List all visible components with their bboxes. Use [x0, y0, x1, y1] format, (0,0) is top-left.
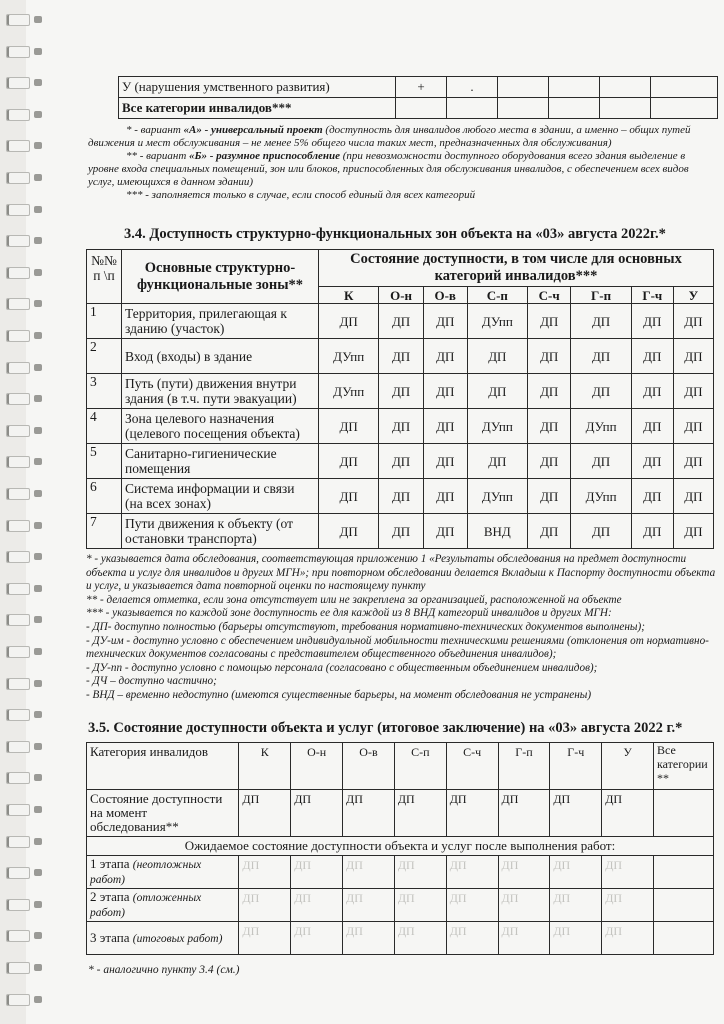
- stage-value: ДП: [291, 856, 343, 889]
- binder-ring: [6, 804, 30, 816]
- table-row: [87, 374, 714, 409]
- note-du-pp: - ДУ-пп - доступно условно с помощью персонала (согласовано с общественным объединением инвалидов);: [86, 661, 598, 674]
- stage-value: ДП: [239, 856, 291, 889]
- stage-value: ДП: [498, 922, 550, 955]
- punch-hole: [34, 964, 42, 971]
- empty-cell: [498, 77, 549, 98]
- punch-hole: [34, 427, 42, 434]
- accessibility-value: ДП: [423, 409, 467, 444]
- stage-value: ДП: [602, 889, 654, 922]
- zones-accessibility-table: [86, 249, 714, 549]
- punch-hole: [34, 648, 42, 655]
- note-variant-b: [88, 150, 713, 189]
- accessibility-value: ДП: [528, 374, 571, 409]
- stage-value: ДП: [291, 889, 343, 922]
- accessibility-value: ДУпп: [319, 374, 379, 409]
- row-number: 6: [87, 479, 122, 514]
- binder-ring: [6, 140, 30, 152]
- row-mark-2: .: [447, 77, 498, 98]
- state-value: ДП: [291, 790, 343, 837]
- accessibility-value: ДП: [631, 374, 673, 409]
- binder-ring: [6, 235, 30, 247]
- note-prefix: *** -: [126, 189, 152, 201]
- category-header: Г-п: [571, 287, 631, 304]
- accessibility-value: ДП: [423, 444, 467, 479]
- zone-name: Зона целевого назначения (целевого посещения объекта): [122, 409, 319, 444]
- note-bold: «Б» - разумное приспособление: [189, 150, 340, 162]
- accessibility-value: ДП: [528, 514, 571, 549]
- accessibility-value: ДП: [379, 514, 423, 549]
- section-3-4-title: 3.4. Доступность структурно-функциональных зон объекта на «03» августа 2022г.*: [124, 226, 666, 242]
- empty-cell: [549, 77, 600, 98]
- note-zone-missing: ** - делается отметка, если зона отсутствует или не закреплена за организацией, расположенной на объекте: [86, 593, 622, 606]
- binder-ring: [6, 298, 30, 310]
- accessibility-value: ДП: [571, 514, 631, 549]
- zone-name: Санитарно-гигиенические помещения: [122, 444, 319, 479]
- punch-hole: [34, 522, 42, 529]
- state-value: ДП: [394, 790, 446, 837]
- punch-hole: [34, 490, 42, 497]
- state-value: ДП: [343, 790, 395, 837]
- note-prefix: ** - вариант: [126, 150, 190, 162]
- accessibility-value: ДП: [379, 479, 423, 514]
- accessibility-value: ДП: [571, 444, 631, 479]
- accessibility-value: ДП: [571, 339, 631, 374]
- category-header: У: [602, 743, 654, 790]
- accessibility-value: ДП: [571, 374, 631, 409]
- binder-ring: [6, 520, 30, 532]
- accessibility-value: ДП: [528, 444, 571, 479]
- punch-hole: [34, 206, 42, 213]
- punch-hole: [34, 711, 42, 718]
- accessibility-value: ДП: [673, 514, 713, 549]
- stage-label: [87, 856, 239, 889]
- state-value: ДП: [498, 790, 550, 837]
- notes-mid: [86, 553, 718, 703]
- stage-kind: (неотложных работ): [90, 859, 202, 886]
- accessibility-value: ДУпп: [571, 409, 631, 444]
- accessibility-value: ДП: [319, 409, 379, 444]
- binder-ring: [6, 772, 30, 784]
- row-number: 1: [87, 304, 122, 339]
- accessibility-value: ДУпп: [319, 339, 379, 374]
- table-row: [87, 409, 714, 444]
- accessibility-value: ДП: [319, 444, 379, 479]
- header-all-categories: Все категории **: [654, 743, 714, 790]
- binder-ring: [6, 267, 30, 279]
- empty-cell: [600, 98, 651, 119]
- stage-kind: (отложенных работ): [90, 892, 202, 919]
- punch-hole: [34, 237, 42, 244]
- row-number: 2: [87, 339, 122, 374]
- stage-value: ДП: [394, 889, 446, 922]
- row-mark: +: [396, 77, 447, 98]
- accessibility-value: ДУпп: [467, 479, 527, 514]
- category-header: С-п: [467, 287, 527, 304]
- expected-row: [87, 837, 714, 856]
- stage-value: ДП: [550, 922, 602, 955]
- empty-cell: [447, 98, 498, 119]
- section-3-5-title: 3.5. Состояние доступности объекта и услуг (итоговое заключение) на «03» августа 2022 г.*: [88, 720, 683, 736]
- empty-cell: [396, 98, 447, 119]
- note-vnd: - ВНД – временно недоступно (имеются существенные барьеры, на момент обследования не устранены): [86, 688, 592, 701]
- accessibility-value: ДП: [467, 339, 527, 374]
- state-value: ДП: [602, 790, 654, 837]
- binder-ring: [6, 393, 30, 405]
- accessibility-value: ДП: [631, 339, 673, 374]
- stage-value: ДП: [343, 922, 395, 955]
- punch-hole: [34, 395, 42, 402]
- category-header: К: [239, 743, 291, 790]
- row-label: Все категории инвалидов***: [119, 98, 396, 119]
- punch-hole: [34, 48, 42, 55]
- stage-value: ДП: [446, 889, 498, 922]
- zone-name: Вход (входы) в здание: [122, 339, 319, 374]
- accessibility-value: ДП: [528, 479, 571, 514]
- state-label: Состояние доступности на момент обследования**: [87, 790, 239, 837]
- stage-kind: (итоговых работ): [132, 932, 223, 945]
- note-text: заполняется только в случае, если способ единый для всех категорий: [151, 189, 476, 201]
- stage-value: ДП: [291, 922, 343, 955]
- notes-top: [88, 124, 713, 202]
- table-row: [87, 304, 714, 339]
- accessibility-value: ДП: [423, 374, 467, 409]
- accessibility-value: ДП: [673, 444, 713, 479]
- categories-table-fragment: [118, 76, 718, 119]
- state-value: ДП: [239, 790, 291, 837]
- accessibility-value: ДП: [631, 479, 673, 514]
- accessibility-value: ДП: [673, 409, 713, 444]
- expected-label: Ожидаемое состояние доступности объекта и услуг после выполнения работ:: [87, 837, 714, 856]
- category-header: Г-п: [498, 743, 550, 790]
- final-accessibility-table: [86, 742, 714, 955]
- punch-hole: [34, 142, 42, 149]
- binder-ring: [6, 614, 30, 626]
- binder-ring: [6, 962, 30, 974]
- accessibility-value: ДУпп: [571, 479, 631, 514]
- punch-hole: [34, 901, 42, 908]
- stage-value: ДП: [550, 889, 602, 922]
- note-date: * - указывается дата обследования, соответствующая приложению 1 «Результаты обследования на предмет доступности объекта и услуг для инвалидов и других МГН»; при повторном обследовании делается Вкладыш к Паспорту доступности объекта и услуг, и указывается дата повторной оценки по настоящему пункту: [86, 553, 716, 593]
- punch-hole: [34, 174, 42, 181]
- binder-ring: [6, 46, 30, 58]
- note-per-zone: *** - указывается по каждой зоне доступность ее для каждой из 8 ВНД категорий инвалидов и других МГН:: [86, 607, 612, 620]
- punch-hole: [34, 869, 42, 876]
- document-page: [26, 0, 724, 1024]
- accessibility-value: ДП: [673, 304, 713, 339]
- accessibility-value: ДП: [379, 304, 423, 339]
- category-header: О-в: [423, 287, 467, 304]
- accessibility-value: ДП: [528, 339, 571, 374]
- accessibility-value: ДП: [319, 514, 379, 549]
- binder-ring: [6, 678, 30, 690]
- binder-ring: [6, 867, 30, 879]
- zone-name: Путь (пути) движения внутри здания (в т.ч. пути эвакуации): [122, 374, 319, 409]
- punch-hole: [34, 364, 42, 371]
- accessibility-value: ДП: [631, 304, 673, 339]
- binder-ring: [6, 836, 30, 848]
- row-number: 4: [87, 409, 122, 444]
- note-du-im: - ДУ-им - доступно условно с обеспечением индивидуальной мобильности техническими решениями (отклонения от нормативно-технических документов согласованы с представителем общественного объединения инвалидов);: [86, 634, 709, 661]
- accessibility-value: ДП: [631, 409, 673, 444]
- punch-hole: [34, 838, 42, 845]
- binder-ring: [6, 14, 30, 26]
- state-row: [87, 790, 714, 837]
- stage-value: ДП: [550, 856, 602, 889]
- empty-cell: [654, 889, 714, 922]
- accessibility-value: ДП: [467, 374, 527, 409]
- stage-name: 2 этапа: [90, 889, 130, 904]
- category-header: К: [319, 287, 379, 304]
- punch-hole: [34, 932, 42, 939]
- zone-name: Территория, прилегающая к зданию (участок): [122, 304, 319, 339]
- binder-ring: [6, 930, 30, 942]
- empty-cell: [654, 856, 714, 889]
- table-row: [119, 77, 718, 98]
- accessibility-value: ДП: [423, 514, 467, 549]
- stage-value: ДП: [239, 889, 291, 922]
- accessibility-value: ДП: [379, 339, 423, 374]
- row-number: 3: [87, 374, 122, 409]
- punch-hole: [34, 332, 42, 339]
- stage-value: ДП: [446, 922, 498, 955]
- accessibility-value: ДП: [631, 444, 673, 479]
- stage-label: [87, 889, 239, 922]
- binder-ring: [6, 109, 30, 121]
- punch-hole: [34, 111, 42, 118]
- accessibility-value: ДП: [319, 304, 379, 339]
- table-row: [87, 339, 714, 374]
- stage-row: [87, 889, 714, 922]
- stage-value: ДП: [239, 922, 291, 955]
- header-category-label: Категория инвалидов: [87, 743, 239, 790]
- binder-ring: [6, 204, 30, 216]
- empty-cell: [600, 77, 651, 98]
- stage-name: 3 этапа: [90, 929, 130, 945]
- category-header: О-н: [291, 743, 343, 790]
- punch-hole: [34, 16, 42, 23]
- stage-label: [87, 922, 239, 955]
- accessibility-value: ДП: [673, 374, 713, 409]
- category-header: О-н: [379, 287, 423, 304]
- stage-value: ДП: [602, 922, 654, 955]
- zone-name: Пути движения к объекту (от остановки транспорта): [122, 514, 319, 549]
- punch-hole: [34, 743, 42, 750]
- accessibility-value: ДП: [423, 339, 467, 374]
- stage-value: ДП: [446, 856, 498, 889]
- binder-ring: [6, 994, 30, 1006]
- stage-name: 1 этапа: [90, 856, 130, 871]
- row-number: 5: [87, 444, 122, 479]
- punch-hole: [34, 996, 42, 1003]
- header-state: Состояние доступности, в том числе для основных категорий инвалидов***: [319, 250, 714, 287]
- note-variant-a: [88, 124, 713, 150]
- note-text: (при невозможности доступного оборудования всего здания выделение в уровне входа специальных помещений, зон или блоков, приспособленных для обслуживания инвалидов, с обеспечением всех видов услуг, имеющихся в данном здании): [88, 150, 689, 188]
- note-text: (доступность для инвалидов любого места в здании, а именно – общих путей движения и мест обслуживания – не менее 5% общего числа таких мест, предназначенных для обслуживания): [88, 124, 691, 149]
- punch-hole: [34, 774, 42, 781]
- binder-ring: [6, 77, 30, 89]
- accessibility-value: ДП: [631, 514, 673, 549]
- row-label: У (нарушения умственного развития): [119, 77, 396, 98]
- binder-ring: [6, 646, 30, 658]
- stage-value: ДП: [343, 856, 395, 889]
- accessibility-value: ДП: [673, 479, 713, 514]
- stage-row: [87, 922, 714, 955]
- stage-value: ДП: [602, 856, 654, 889]
- note-dch: - ДЧ – доступно частично;: [86, 675, 217, 688]
- punch-hole: [34, 269, 42, 276]
- accessibility-value: ДП: [423, 304, 467, 339]
- binder-ring: [6, 551, 30, 563]
- footnote: * - аналогично пункту 3.4 (см.): [88, 964, 240, 976]
- accessibility-value: ДП: [528, 409, 571, 444]
- accessibility-value: ДП: [379, 374, 423, 409]
- punch-hole: [34, 585, 42, 592]
- accessibility-value: ДП: [673, 339, 713, 374]
- header-zone: Основные структурно-функциональные зоны**: [122, 250, 319, 304]
- binder-ring: [6, 330, 30, 342]
- note-single-method: [88, 189, 713, 202]
- binder-ring: [6, 172, 30, 184]
- binder-ring: [6, 741, 30, 753]
- empty-cell: [498, 98, 549, 119]
- table-row: [87, 514, 714, 549]
- header-number: №№ п \п: [87, 250, 122, 304]
- stage-value: ДП: [394, 856, 446, 889]
- punch-hole: [34, 806, 42, 813]
- table-row: [119, 98, 718, 119]
- table-row: [87, 444, 714, 479]
- accessibility-value: ДУпп: [467, 304, 527, 339]
- binder-ring: [6, 709, 30, 721]
- accessibility-value: ДП: [379, 409, 423, 444]
- accessibility-value: ДУпп: [467, 409, 527, 444]
- note-prefix: * - вариант: [126, 124, 184, 136]
- category-header: Г-ч: [550, 743, 602, 790]
- table-row: [87, 479, 714, 514]
- category-header: С-п: [394, 743, 446, 790]
- accessibility-value: ДП: [467, 444, 527, 479]
- punch-hole: [34, 300, 42, 307]
- empty-cell: [654, 922, 714, 955]
- stage-value: ДП: [498, 856, 550, 889]
- binder-ring: [6, 425, 30, 437]
- category-header: Г-ч: [631, 287, 673, 304]
- accessibility-value: ДП: [423, 479, 467, 514]
- punch-hole: [34, 458, 42, 465]
- category-header: О-в: [343, 743, 395, 790]
- row-number: 7: [87, 514, 122, 549]
- punch-hole: [34, 616, 42, 623]
- header-row: [87, 743, 714, 790]
- empty-cell: [651, 77, 718, 98]
- stage-row: [87, 856, 714, 889]
- accessibility-value: ВНД: [467, 514, 527, 549]
- punch-hole: [34, 79, 42, 86]
- note-bold: «А» - универсальный проект: [183, 124, 323, 136]
- stage-value: ДП: [394, 922, 446, 955]
- binder-ring: [6, 583, 30, 595]
- binder-ring: [6, 899, 30, 911]
- empty-cell: [549, 98, 600, 119]
- category-header: С-ч: [446, 743, 498, 790]
- stage-value: ДП: [343, 889, 395, 922]
- stage-value: ДП: [498, 889, 550, 922]
- empty-cell: [651, 98, 718, 119]
- binder-ring: [6, 362, 30, 374]
- header-row: [87, 250, 714, 287]
- accessibility-value: ДП: [379, 444, 423, 479]
- zone-name: Система информации и связи (на всех зонах): [122, 479, 319, 514]
- accessibility-value: ДП: [319, 479, 379, 514]
- accessibility-value: ДП: [528, 304, 571, 339]
- binder-ring: [6, 456, 30, 468]
- empty-cell: [654, 790, 714, 837]
- category-header: С-ч: [528, 287, 571, 304]
- note-dp: - ДП- доступно полностью (барьеры отсутствуют, требования нормативно-технических документов выполнены);: [86, 620, 645, 633]
- binder-ring: [6, 488, 30, 500]
- punch-hole: [34, 680, 42, 687]
- accessibility-value: ДП: [571, 304, 631, 339]
- punch-hole: [34, 553, 42, 560]
- category-header: У: [673, 287, 713, 304]
- state-value: ДП: [446, 790, 498, 837]
- state-value: ДП: [550, 790, 602, 837]
